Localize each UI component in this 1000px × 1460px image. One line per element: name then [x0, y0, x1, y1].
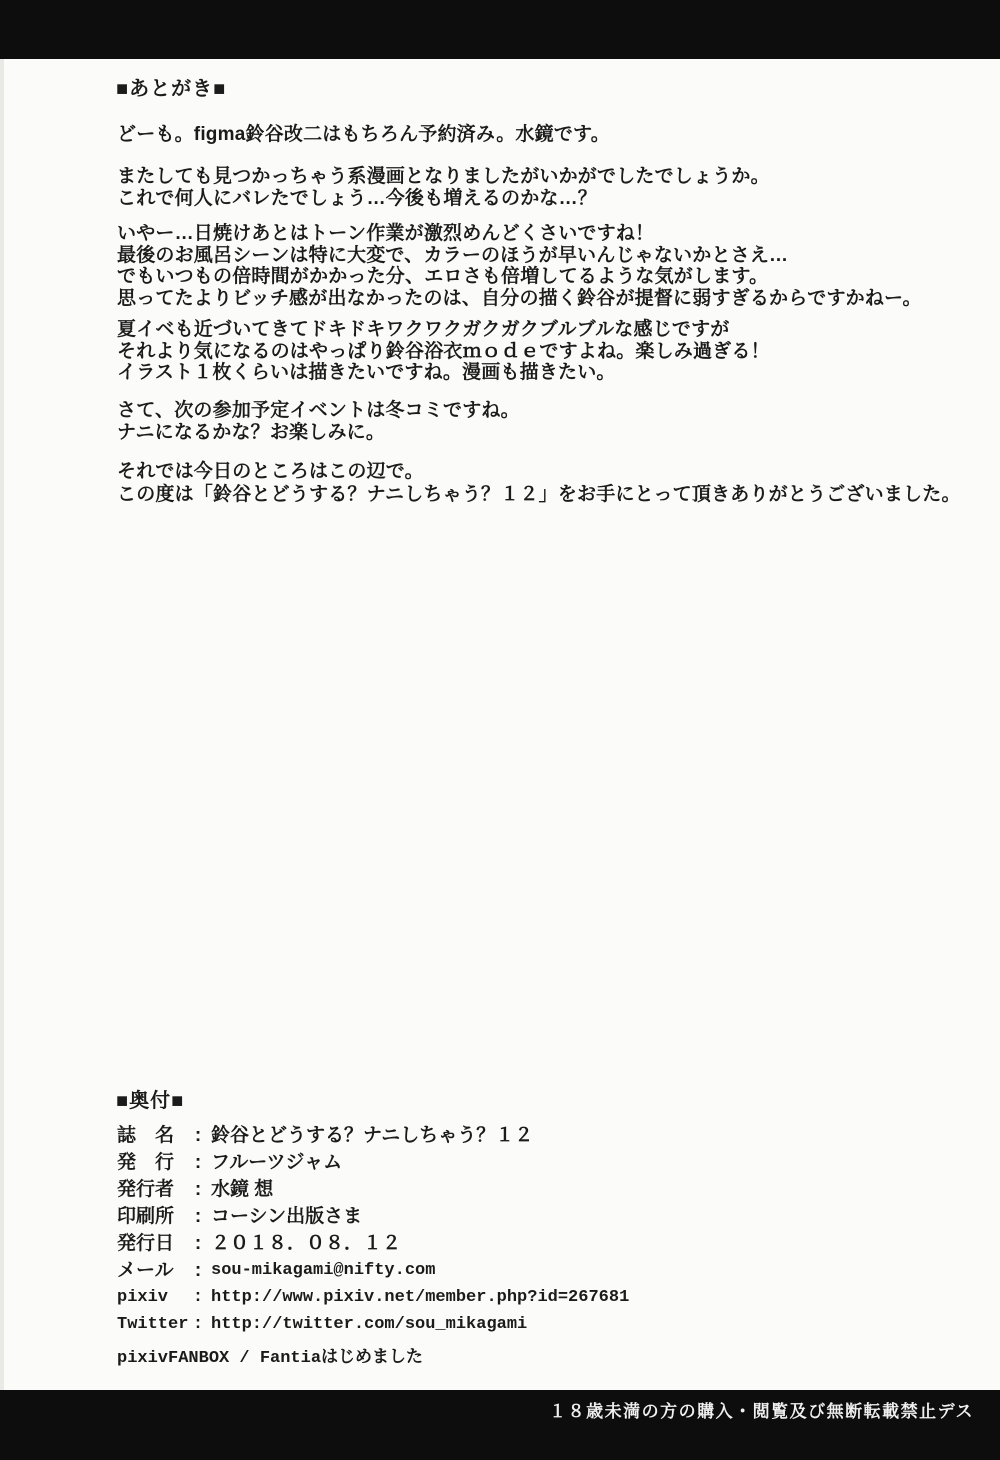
left-page-edge-shadow: [0, 59, 4, 1390]
text-line: それでは今日のところはこの辺で。: [117, 461, 424, 482]
colophon-pixiv-url: http://www.pixiv.net/member.php?id=267681: [211, 1288, 630, 1307]
fanbox-fantia-note: pixivFANBOX / Fantiaはじめました: [117, 1349, 424, 1368]
colophon-value: 水鏡 想: [211, 1179, 274, 1200]
colophon-separator: :: [192, 1315, 204, 1334]
colophon-value: フルーツジャム: [211, 1152, 343, 1173]
colophon-value: コーシン出版さま: [211, 1206, 363, 1227]
colophon-row-twitter: [117, 1311, 629, 1338]
colophon-row-title: [117, 1122, 629, 1149]
colophon-email-value: sou-mikagami@nifty.com: [211, 1261, 436, 1280]
colophon-separator: :: [194, 1233, 202, 1254]
afterword-paragraph-5: [117, 400, 520, 443]
colophon-row-publisher: [117, 1149, 629, 1176]
text-line: 最後のお風呂シーンは特に大変で、カラーのほうが早いんじゃないかとさえ…: [117, 244, 789, 266]
text-line: さて、次の参加予定イベントは冬コミですね。: [117, 400, 520, 421]
colophon-row-printer: [117, 1203, 629, 1230]
text-line: ナニになるかな？お楽しみに。: [117, 421, 386, 443]
colophon-value: ２０１８．０８．１２: [211, 1233, 402, 1254]
text-line: 夏イベも近づいてきてドキドキワクワクガクガクブルブルな感じですが: [117, 319, 730, 340]
colophon-label: pixiv: [117, 1288, 169, 1307]
colophon-value: 鈴谷とどうする？ナニしちゃう？１２: [211, 1125, 534, 1146]
text-line: イラスト１枚くらいは描きたいですね。漫画も描きたい。: [117, 362, 616, 383]
colophon-label: 発行日: [117, 1233, 175, 1254]
text-line: でもいつもの倍時間がかかった分、エロさも倍増してるような気がします。: [117, 266, 769, 287]
afterword-paragraph-6: [117, 460, 961, 506]
colophon-separator: :: [194, 1206, 202, 1227]
text-line: どーも。figma鈴谷改二はもちろん予約済み。水鏡です。: [117, 124, 610, 145]
colophon-separator: :: [194, 1260, 202, 1281]
age-restriction-notice: １８歳未満の方の購入・閲覧及び無断転載禁止デス: [549, 1402, 974, 1421]
colophon-label: Twitter: [117, 1315, 189, 1334]
colophon-rows: [117, 1122, 629, 1338]
text-line: いやー…日焼けあとはトーン作業が激烈めんどくさいですね！: [117, 223, 655, 244]
afterword-paragraph-2: [117, 166, 770, 209]
colophon-row-date: [117, 1230, 629, 1257]
text-line: これで何人にバレたでしょう…今後も増えるのかな…？: [117, 187, 598, 209]
text-line: またしても見つかっちゃう系漫画となりましたがいかがでしたでしょうか。: [117, 166, 770, 187]
afterword-paragraph-4: [117, 319, 770, 384]
text-line: この度は「鈴谷とどうする？ナニしちゃう？１２」をお手にとって頂きありがとうございました。: [117, 484, 961, 505]
colophon-twitter-url: http://twitter.com/sou_mikagami: [211, 1315, 528, 1334]
top-black-bar: [0, 0, 1000, 59]
colophon-label: 発行者: [117, 1179, 175, 1200]
colophon-label: メール: [117, 1260, 174, 1281]
colophon-separator: :: [194, 1179, 202, 1200]
colophon-label: 発 行: [117, 1152, 175, 1173]
colophon-row-author: [117, 1176, 629, 1203]
colophon-heading: ■奥付■: [116, 1090, 185, 1112]
afterword-paragraph-1: [117, 124, 610, 146]
text-line: それより気になるのはやっぱり鈴谷浴衣ｍｏｄｅですよね。楽しみ過ぎる！: [117, 340, 770, 362]
colophon-separator: :: [192, 1288, 204, 1307]
colophon-row-pixiv: [117, 1284, 629, 1311]
colophon-label: 印刷所: [117, 1206, 175, 1227]
colophon-separator: :: [194, 1125, 202, 1146]
colophon-row-email: [117, 1257, 629, 1284]
afterword-paragraph-3: [117, 223, 922, 309]
text-line: 思ってたよりビッチ感が出なかったのは、自分の描く鈴谷が提督に弱すぎるからですかねー。: [117, 287, 922, 309]
colophon-label: 誌 名: [117, 1125, 175, 1146]
colophon-separator: :: [194, 1152, 202, 1173]
afterword-heading: ■あとがき■: [116, 78, 227, 100]
bottom-black-bar: [0, 1390, 1000, 1460]
